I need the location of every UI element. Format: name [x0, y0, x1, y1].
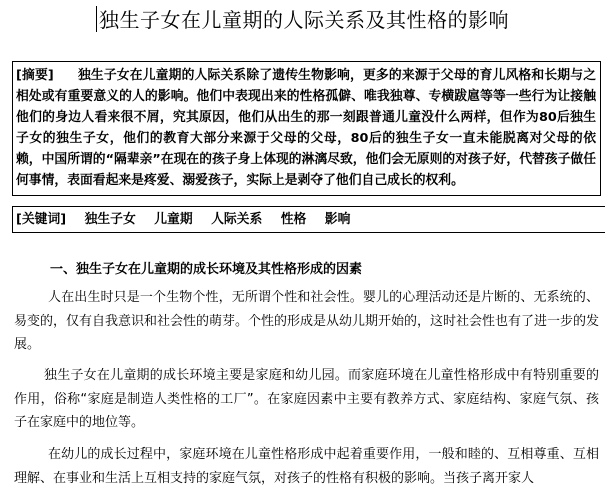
abstract-box — [12, 61, 601, 196]
text-cursor — [96, 6, 97, 32]
keywords-label: [关键词] — [16, 212, 67, 227]
body-paragraph: 在幼儿的成长过程中，家庭环境在儿童性格形成中起着重要作用，一般和睦的、互相尊重、互相理解、在事业和生活上互相支持的家庭气氛，对孩子的性格有积极的影响。当孩子离开家人 — [14, 447, 599, 486]
keyword-item: 人际关系 — [211, 212, 263, 227]
keyword-item: 儿童期 — [154, 212, 193, 227]
keyword-item: 影响 — [324, 212, 351, 227]
body-paragraph: 独生子女在儿童期的成长环境主要是家庭和幼儿园。而家庭环境在儿童性格形成中有特别重要的作用，俗称“家庭是制造人类性格的工厂”。在家庭因素中主要有教养方式、家庭结构、家庭气氛、孩子在家庭中的地位等。 — [14, 368, 599, 430]
body-paragraph: 人在出生时只是一个生物个性，无所谓个性和社会性。婴儿的心理活动还是片断的、无系统的、易变的，仅有自我意识和社会性的萌芽。个性的形成是从幼儿期开始的，这时社会性也有了进一步的发展。 — [14, 290, 600, 352]
keyword-item: 性格 — [280, 212, 307, 227]
keywords-box — [12, 206, 605, 233]
document-title: 独生子女在儿童期的人际关系及其性格的影响 — [99, 8, 509, 32]
abstract-label: [摘要] — [16, 68, 54, 83]
keyword-item: 独生子女 — [84, 212, 136, 227]
section-heading: 一、独生子女在儿童期的成长环境及其性格形成的因素 — [50, 262, 363, 277]
title-container — [0, 4, 605, 33]
abstract-text: 独生子女在儿童期的人际关系除了遗传生物影响，更多的来源于父母的育儿风格和长期与之相处或有重要意义的人的影响。他们中表现出来的性格孤僻、唯我独尊、专横跋扈等等一些行为让接触他们的身边人看来很不屑，究其原因，他们从出生的那一刻跟普通儿童没什么两样，但作为80后独生子女的独生子女，他们的教育大部分来源于父母的父母，80后的独生子女一直未能脱离对父母的依赖，中国所谓的“隔辈亲”在现在的孩子身上体现的淋漓尽致，他们会无原则的对孩子好，代替孩子做任何事情，表面看起来是疼爱、溺爱孩子，实际上是剥夺了他们自己成长的权利。 — [16, 68, 597, 188]
